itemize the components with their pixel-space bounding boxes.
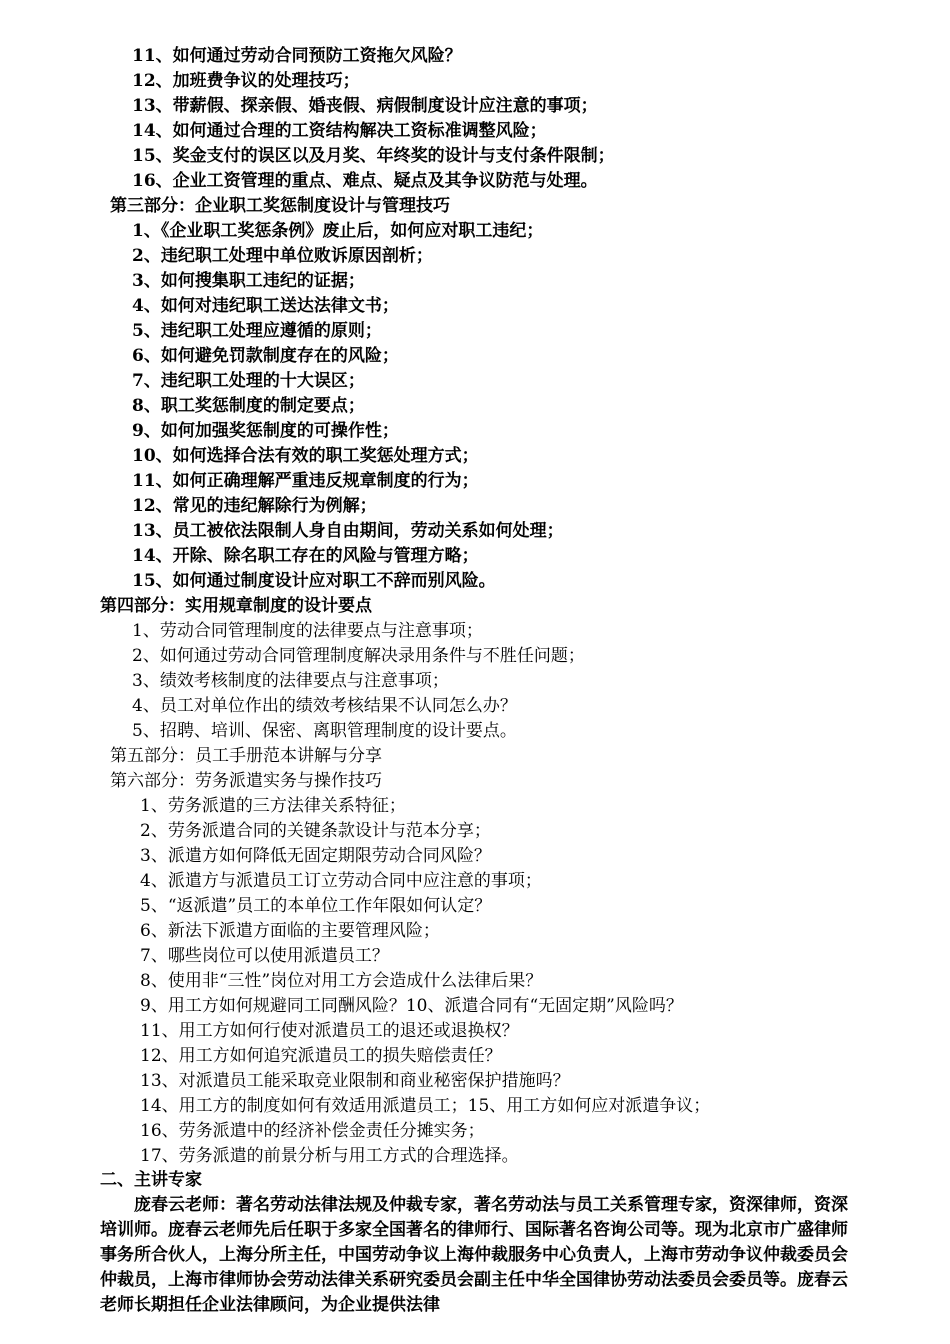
list-item: 3、如何搜集职工违纪的证据； <box>132 271 365 291</box>
section-heading-part3: 第三部分：企业职工奖惩制度设计与管理技巧 <box>110 196 450 216</box>
list-item: 12、常见的违纪解除行为例解； <box>132 496 377 516</box>
section-heading-part5: 第五部分：员工手册范本讲解与分享 <box>110 746 382 766</box>
list-item: 16、企业工资管理的重点、难点、疑点及其争议防范与处理。 <box>132 171 598 191</box>
list-item: 4、员工对单位作出的绩效考核结果不认同怎么办？ <box>132 696 517 716</box>
section-heading-speaker: 二、主讲专家 <box>100 1170 202 1190</box>
list-item: 10、如何选择合法有效的职工奖惩处理方式； <box>132 446 479 466</box>
list-item: 1、劳动合同管理制度的法律要点与注意事项； <box>132 621 483 641</box>
section-heading-part6: 第六部分：劳务派遣实务与操作技巧 <box>110 771 382 791</box>
list-item: 5、招聘、培训、保密、离职管理制度的设计要点。 <box>132 721 517 741</box>
list-item: 14、用工方的制度如何有效适用派遣员工；15、用工方如何应对派遣争议； <box>140 1096 711 1116</box>
list-item: 1、劳务派遣的三方法律关系特征； <box>140 796 406 816</box>
list-item: 5、“返派遣”员工的本单位工作年限如何认定？ <box>140 896 492 916</box>
list-item: 11、如何通过劳动合同预防工资拖欠风险？ <box>132 46 462 66</box>
list-item: 14、如何通过合理的工资结构解决工资标准调整风险； <box>132 121 547 141</box>
list-item: 3、绩效考核制度的法律要点与注意事项； <box>132 671 449 691</box>
list-item: 3、派遣方如何降低无固定期限劳动合同风险？ <box>140 846 491 866</box>
list-item: 6、如何避免罚款制度存在的风险； <box>132 346 399 366</box>
list-item: 16、劳务派遣中的经济补偿金责任分摊实务； <box>140 1121 485 1141</box>
list-item: 15、奖金支付的误区以及月奖、年终奖的设计与支付条件限制； <box>132 146 615 166</box>
list-item: 8、使用非“三性”岗位对用工方会造成什么法律后果？ <box>140 971 543 991</box>
list-item: 12、用工方如何追究派遣员工的损失赔偿责任？ <box>140 1046 502 1066</box>
list-item: 7、哪些岗位可以使用派遣员工？ <box>140 946 389 966</box>
list-item: 17、劳务派遣的前景分析与用工方式的合理选择。 <box>140 1146 519 1166</box>
list-item: 4、派遣方与派遣员工订立劳动合同中应注意的事项； <box>140 871 542 891</box>
list-item: 2、如何通过劳动合同管理制度解决录用条件与不胜任问题； <box>132 646 585 666</box>
list-item: 8、职工奖惩制度的制定要点； <box>132 396 365 416</box>
list-item: 14、开除、除名职工存在的风险与管理方略； <box>132 546 479 566</box>
list-item: 2、违纪职工处理中单位败诉原因剖析； <box>132 246 433 266</box>
list-item: 5、违纪职工处理应遵循的原则； <box>132 321 382 341</box>
speaker-bio <box>100 1193 848 1318</box>
list-item: 9、用工方如何规避同工同酬风险？10、派遣合同有“无固定期”风险吗？ <box>140 996 683 1016</box>
list-item: 11、用工方如何行使对派遣员工的退还或退换权？ <box>140 1021 519 1041</box>
list-item: 2、劳务派遣合同的关键条款设计与范本分享； <box>140 821 491 841</box>
list-item: 12、加班费争议的处理技巧； <box>132 71 360 91</box>
list-item: 15、如何通过制度设计应对职工不辞而别风险。 <box>132 571 496 591</box>
list-item: 9、如何加强奖惩制度的可操作性； <box>132 421 399 441</box>
list-item: 7、违纪职工处理的十大误区； <box>132 371 365 391</box>
speaker-bio-text: 庞春云老师：著名劳动法律法规及仲裁专家，著名劳动法与员工关系管理专家，资深律师，资深培训师。庞春云老师先后任职于多家全国著名的律师行、国际著名咨询公司等。现为北京市广盛律师事务所合伙人，上海分所主任，中国劳动争议上海仲裁服务中心负责人，上海市劳动争议仲裁委员会仲裁员，上海市律师协会劳动法律关系研究委员会副主任中华全国律协劳动法委员会委员等。庞春云老师长期担任企业法律顾问，为企业提供法律 <box>100 1195 848 1315</box>
list-item: 13、员工被依法限制人身自由期间，劳动关系如何处理； <box>132 521 564 541</box>
section-heading-part4: 第四部分：实用规章制度的设计要点 <box>100 596 372 616</box>
list-item: 6、新法下派遣方面临的主要管理风险； <box>140 921 440 941</box>
list-item: 13、对派遣员工能采取竞业限制和商业秘密保护措施吗？ <box>140 1071 570 1091</box>
list-item: 11、如何正确理解严重违反规章制度的行为； <box>132 471 479 491</box>
list-item: 1、《企业职工奖惩条例》废止后，如何应对职工违纪； <box>132 221 544 241</box>
list-item: 13、带薪假、探亲假、婚丧假、病假制度设计应注意的事项； <box>132 96 598 116</box>
list-item: 4、如何对违纪职工送达法律文书； <box>132 296 399 316</box>
